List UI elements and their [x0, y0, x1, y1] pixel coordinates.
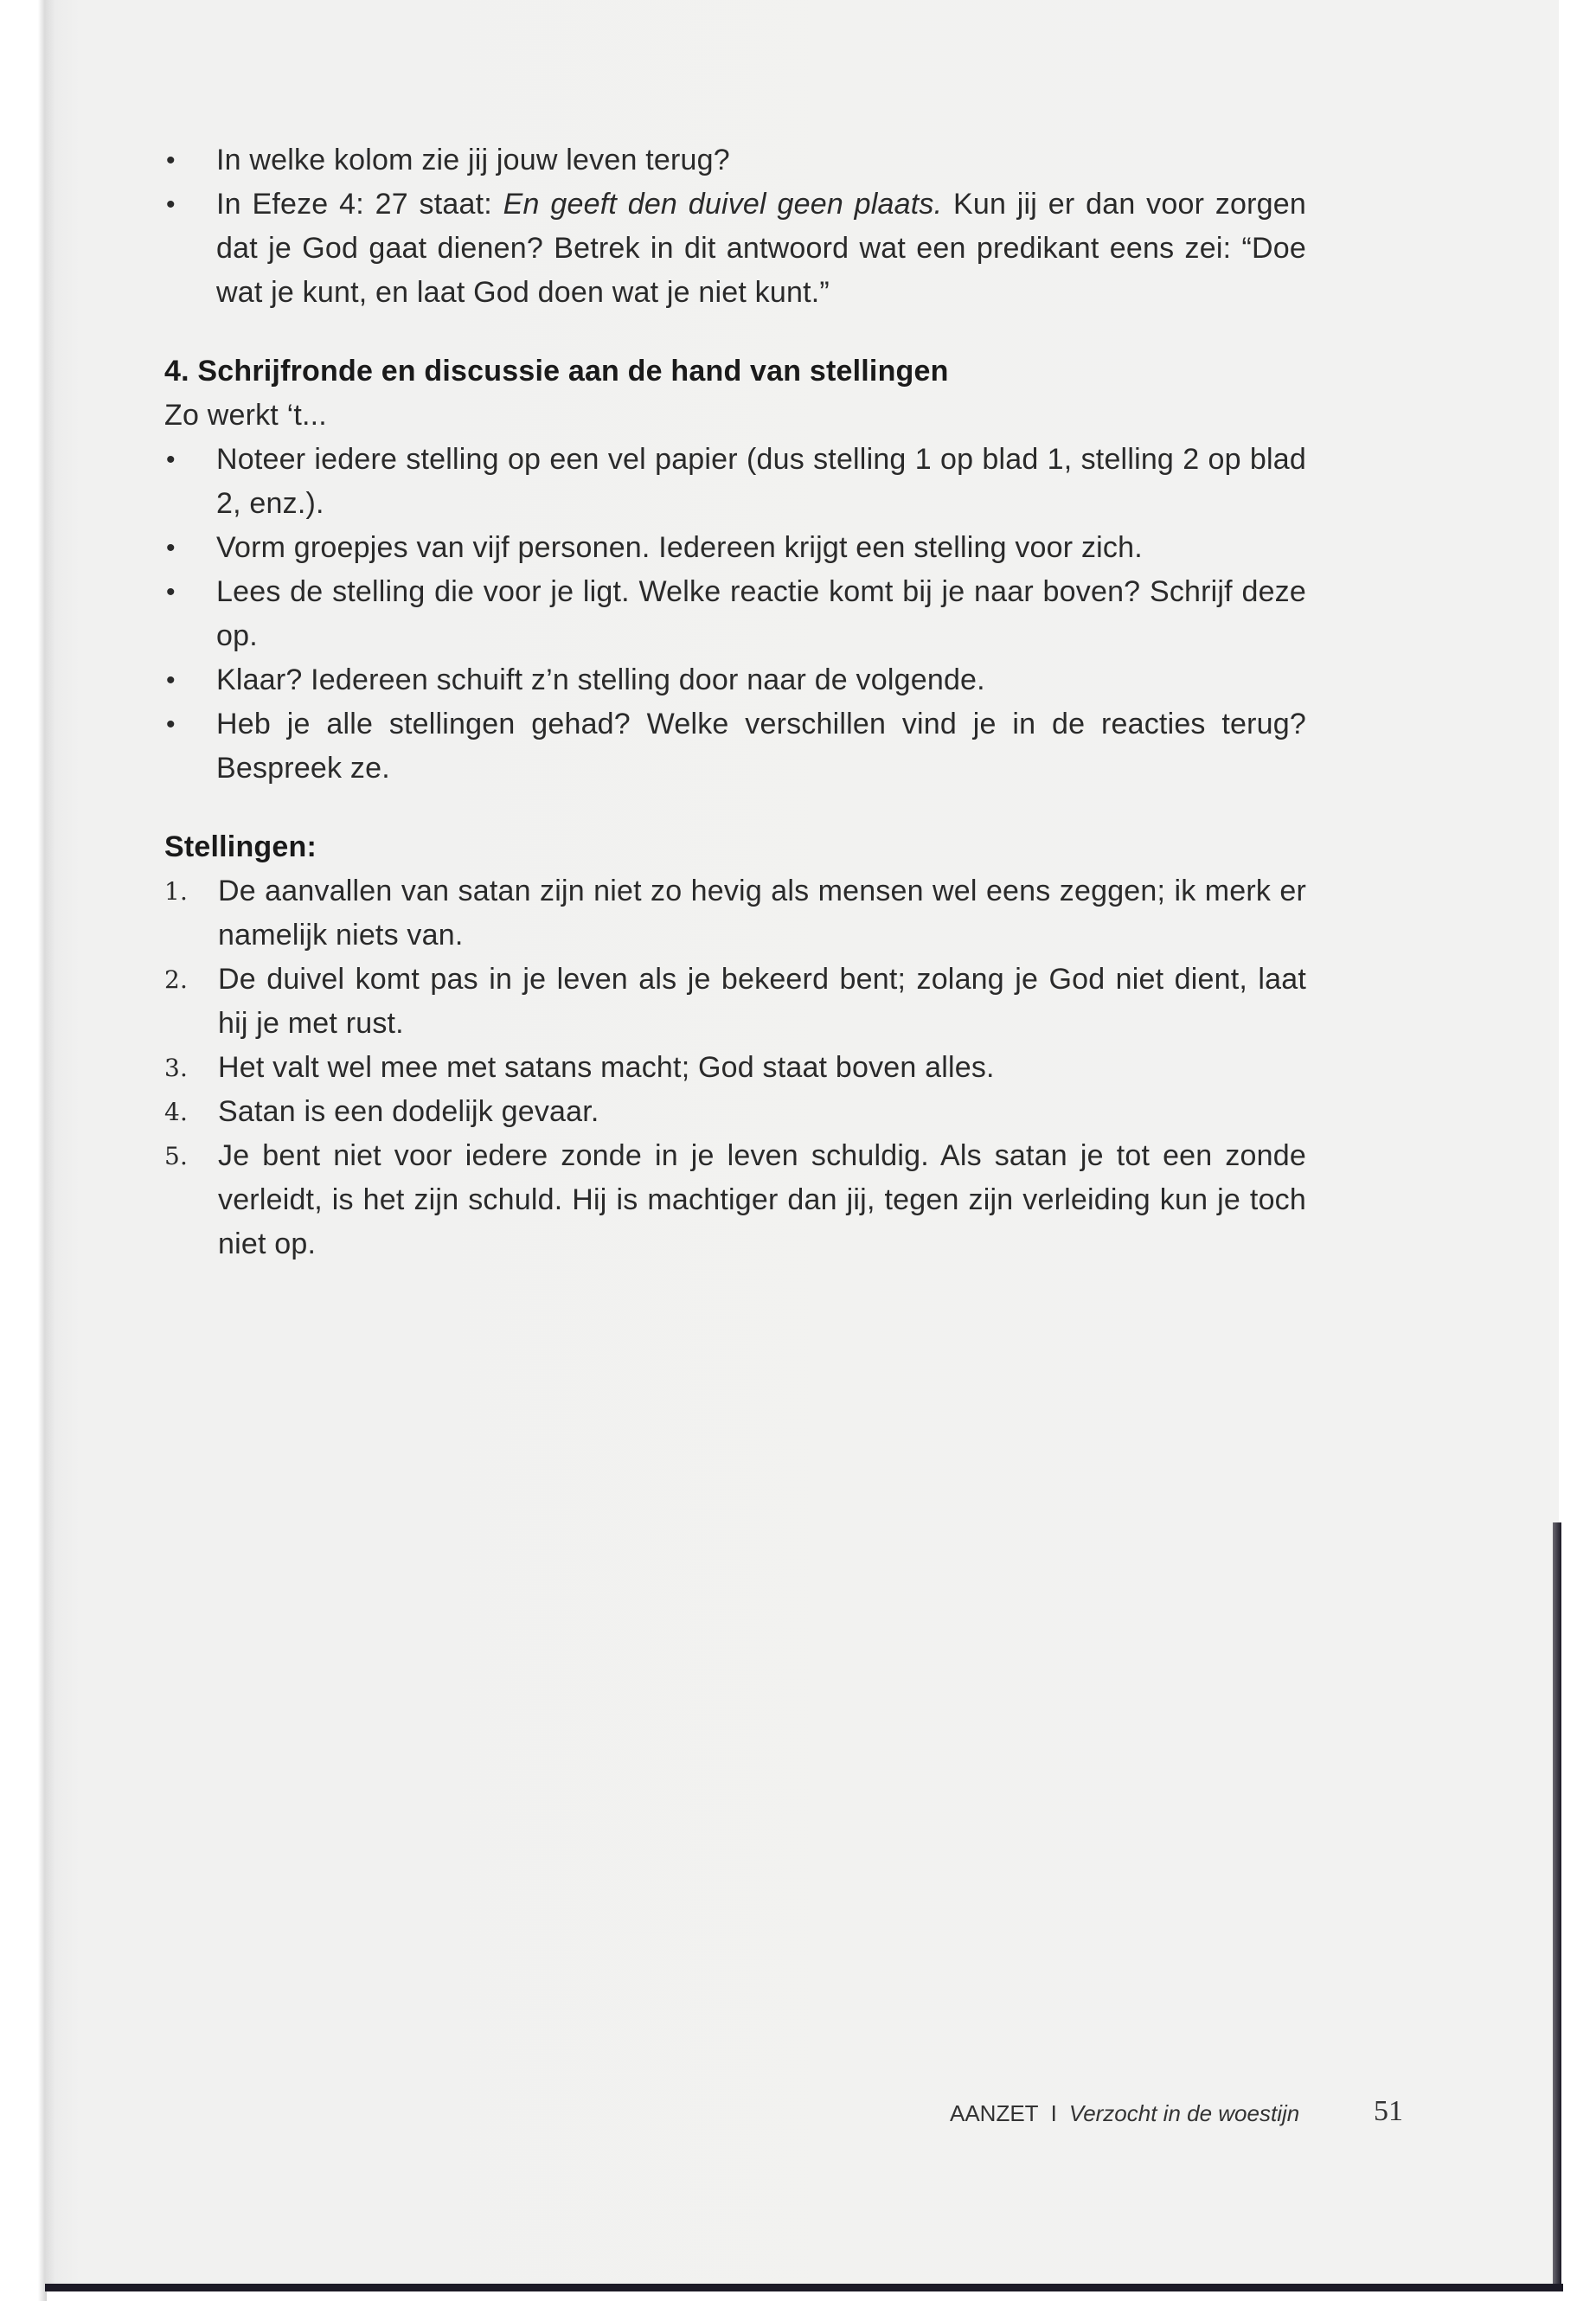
- list-item: [164, 526, 1306, 570]
- bible-quote: En geeft den duivel geen plaats.: [503, 188, 943, 221]
- section-heading: 4. Schrijfronde en discussie aan de hand van stellingen: [164, 355, 949, 388]
- bullet-text-prefix: In Efeze 4: 27 staat:: [216, 188, 503, 221]
- bullet-text: Vorm groepjes van vijf personen. Iedereen krijgt een stelling voor zich.: [216, 531, 1143, 564]
- bullet-text: In welke kolom zie jij jouw leven terug?: [216, 144, 730, 176]
- item-text: De aanvallen van satan zijn niet zo hevig als mensen wel eens zeggen; ik merk er namelijk niets van.: [218, 875, 1306, 952]
- bullet-icon: •: [166, 710, 176, 739]
- stellingen-heading: Stellingen:: [164, 830, 317, 863]
- stellingen-list: [164, 869, 1306, 1266]
- list-item: [164, 183, 1306, 315]
- item-number: 5.: [164, 1142, 189, 1170]
- list-item: [164, 658, 1306, 702]
- section-intro: Zo werkt ‘t...: [164, 399, 327, 432]
- item-number: 3.: [164, 1054, 189, 1082]
- footer-series: AANZET: [950, 2100, 1039, 2126]
- item-text: Het valt wel mee met satans macht; God staat boven alles.: [218, 1051, 995, 1084]
- page-content: [164, 138, 1306, 1266]
- bullet-text: Lees de stelling die voor je ligt. Welke reactie komt bij je naar boven? Schrijf deze op.: [216, 575, 1306, 652]
- page-footer: [950, 2095, 1403, 2127]
- instruction-list: [164, 438, 1306, 791]
- bullet-text: Heb je alle stellingen gehad? Welke verschillen vind je in de reacties terug? Bespreek ze.: [216, 708, 1306, 785]
- bullet-icon: •: [166, 146, 176, 175]
- item-number: 4.: [164, 1098, 189, 1126]
- footer-separator: I: [1050, 2100, 1057, 2126]
- item-text: De duivel komt pas in je leven als je bekeerd bent; zolang je God niet dient, laat hij je met rust.: [218, 963, 1306, 1040]
- list-item: [164, 570, 1306, 658]
- item-number: 1.: [164, 877, 189, 906]
- list-item: [164, 702, 1306, 791]
- item-text: Je bent niet voor iedere zonde in je leven schuldig. Als satan je tot een zonde verleidt, is het zijn schuld. Hij is machtiger dan jij, tegen zijn verleiding kun je toch niet op.: [218, 1139, 1306, 1260]
- list-item: [164, 1090, 1306, 1134]
- list-item: [164, 958, 1306, 1046]
- footer-subtitle: Verzocht in de woestijn: [1068, 2100, 1300, 2126]
- list-item: [164, 438, 1306, 526]
- bullet-icon: •: [166, 445, 176, 474]
- bullet-text: Noteer iedere stelling op een vel papier (dus stelling 1 op blad 1, stelling 2 op blad 2, enz.).: [216, 443, 1306, 520]
- item-text: Satan is een dodelijk gevaar.: [218, 1095, 599, 1128]
- bullet-text: Klaar? Iedereen schuift z’n stelling door naar de volgende.: [216, 663, 985, 696]
- bullet-icon: •: [166, 190, 176, 219]
- bullet-text-suffix: Kun jij er dan voor zorgen dat je God gaat dienen? Betrek in dit antwoord wat een predikant eens zei: “Doe wat je kunt, en laat God doen wat je niet kunt.”: [216, 188, 1307, 309]
- list-item: [164, 869, 1306, 958]
- item-number: 2.: [164, 965, 189, 994]
- bullet-icon: •: [166, 578, 176, 606]
- bullet-icon: •: [166, 666, 176, 695]
- page-right-edge: [1553, 1522, 1561, 2291]
- list-item: [164, 138, 1306, 183]
- top-bullet-list: [164, 138, 1306, 315]
- page-bottom-edge: [45, 2284, 1563, 2291]
- page-number: 51: [1374, 2095, 1403, 2127]
- bullet-icon: •: [166, 534, 176, 562]
- list-item: [164, 1134, 1306, 1266]
- list-item: [164, 1046, 1306, 1090]
